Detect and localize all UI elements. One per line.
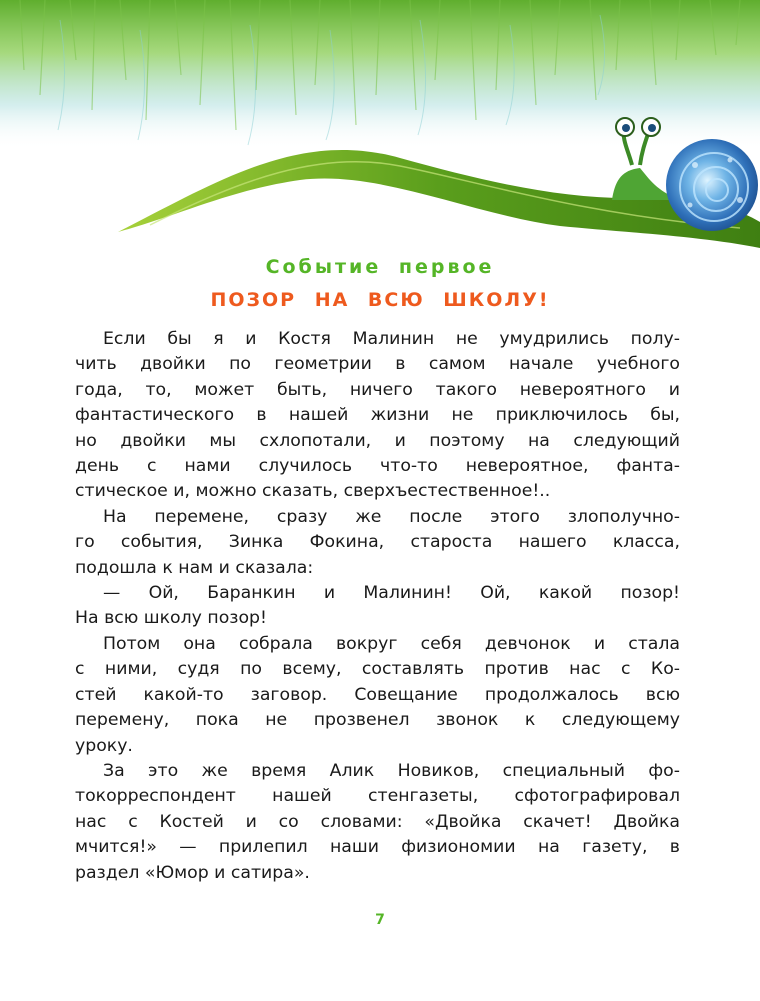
- text-line: года, то, может быть, ничего такого невероятного и: [75, 379, 680, 400]
- text-line: перемену, пока не прозвенел звонок к следующему: [75, 710, 680, 731]
- text-line: го события, Зинка Фокина, староста нашего класса,: [75, 532, 680, 553]
- page-number: 7: [375, 912, 385, 928]
- chapter-label: Событие первое: [265, 256, 495, 278]
- text-line: На перемене, сразу же после этого злополучно-: [103, 506, 680, 527]
- text-line: На всю школу позор!: [75, 608, 267, 629]
- text-line: Потом она собрала вокруг себя девчонок и стала: [103, 633, 680, 654]
- text-line: фантастического в нашей жизни не приключилось бы,: [75, 405, 680, 426]
- text-line: За это же время Алик Новиков, специальный фо-: [103, 760, 680, 781]
- text-line: подошла к нам и сказала:: [75, 557, 314, 578]
- text-line: раздел «Юмор и сатира».: [75, 862, 310, 883]
- text-line: день с нами случилось что-то невероятное, фанта-: [75, 456, 680, 477]
- text-line: — Ой, Баранкин и Малинин! Ой, какой позор!: [103, 583, 680, 604]
- grass-snail-illustration: [0, 0, 760, 250]
- text-line: токорреспондент нашей стенгазеты, сфотографировал: [75, 786, 680, 807]
- text-line: мчится!» — прилепил наши физиономии на газету, в: [75, 837, 680, 858]
- text-line: Если бы я и Костя Малинин не умудрились полу-: [103, 329, 680, 349]
- text-line: с ними, судя по всему, составлять против нас с Ко-: [75, 659, 680, 680]
- text-line: чить двойки по геометрии в самом начале учебного: [75, 354, 680, 375]
- text-line: уроку.: [75, 735, 133, 756]
- text-line: стей какой-то заговор. Совещание продолжалось всю: [75, 684, 680, 705]
- text-line: но двойки мы схлопотали, и поэтому на следующий: [75, 430, 680, 451]
- chapter-title: ПОЗОР НА ВСЮ ШКОЛУ!: [210, 289, 550, 311]
- text-line: нас с Костей и со словами: «Двойка скачет! Двойка: [75, 811, 680, 832]
- text-line: стическое и, можно сказать, сверхъестественное!..: [75, 481, 551, 502]
- body-text: [75, 327, 680, 886]
